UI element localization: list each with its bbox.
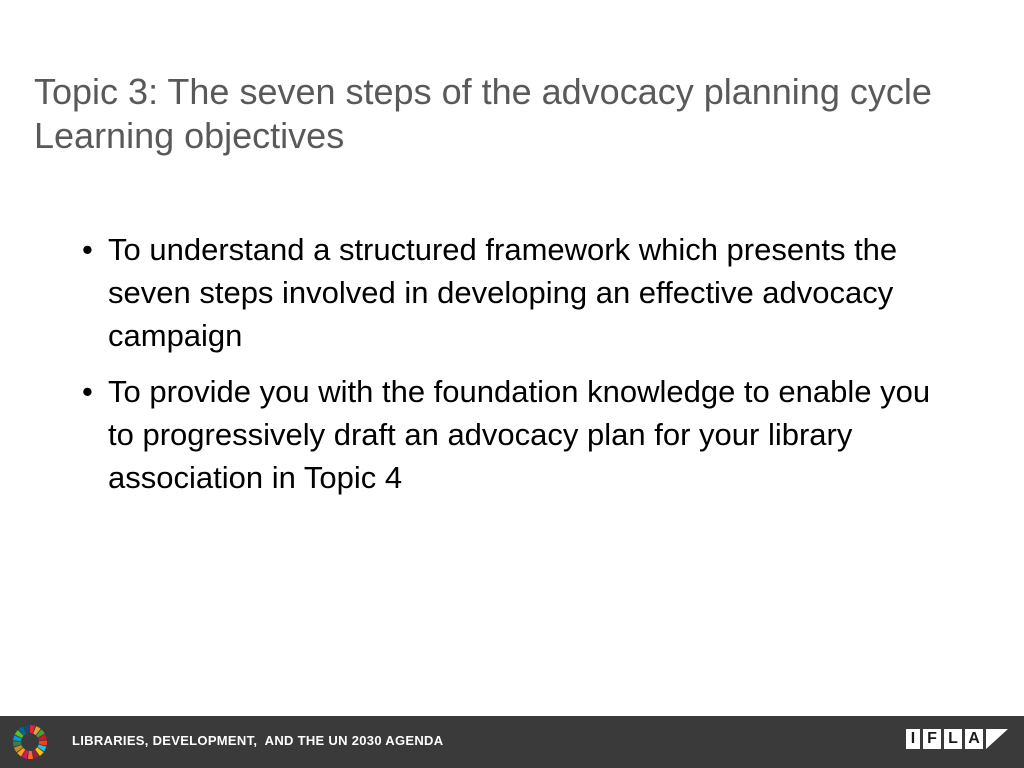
bullet-list: [80, 228, 960, 512]
ifla-logo-triangle-icon: [986, 729, 1008, 749]
footer-text: LIBRARIES, DEVELOPMENT, AND THE UN 2030 AGENDA: [72, 733, 444, 748]
ifla-logo-letter-a: A: [965, 729, 983, 749]
bullet-dot: •: [82, 374, 93, 409]
slide-title: [34, 70, 1004, 158]
bullet-item-1: [80, 228, 960, 357]
sdg-wheel-segment: [28, 751, 33, 759]
ifla-logo: [906, 729, 1008, 751]
slide-title-line-2: Learning objectives: [34, 115, 345, 156]
ifla-logo-letter-i: I: [906, 729, 920, 749]
ifla-logo-letter-f: F: [923, 729, 941, 749]
sdg-color-wheel-icon: [12, 724, 48, 760]
bullet-text-1: To understand a structured framework which presents the seven steps involved in developing an effective advocacy campaign: [108, 232, 898, 353]
slide-title-line-1: Topic 3: The seven steps of the advocacy planning cycle: [34, 71, 932, 112]
bullet-item-2: [80, 370, 960, 499]
bullet-text-2: To provide you with the foundation knowledge to enable you to progressively draft an advocacy plan for your library association in Topic 4: [108, 374, 931, 495]
ifla-logo-letter-l: L: [944, 729, 962, 749]
footer-bar: [0, 716, 1024, 768]
bullet-dot: •: [82, 232, 93, 267]
